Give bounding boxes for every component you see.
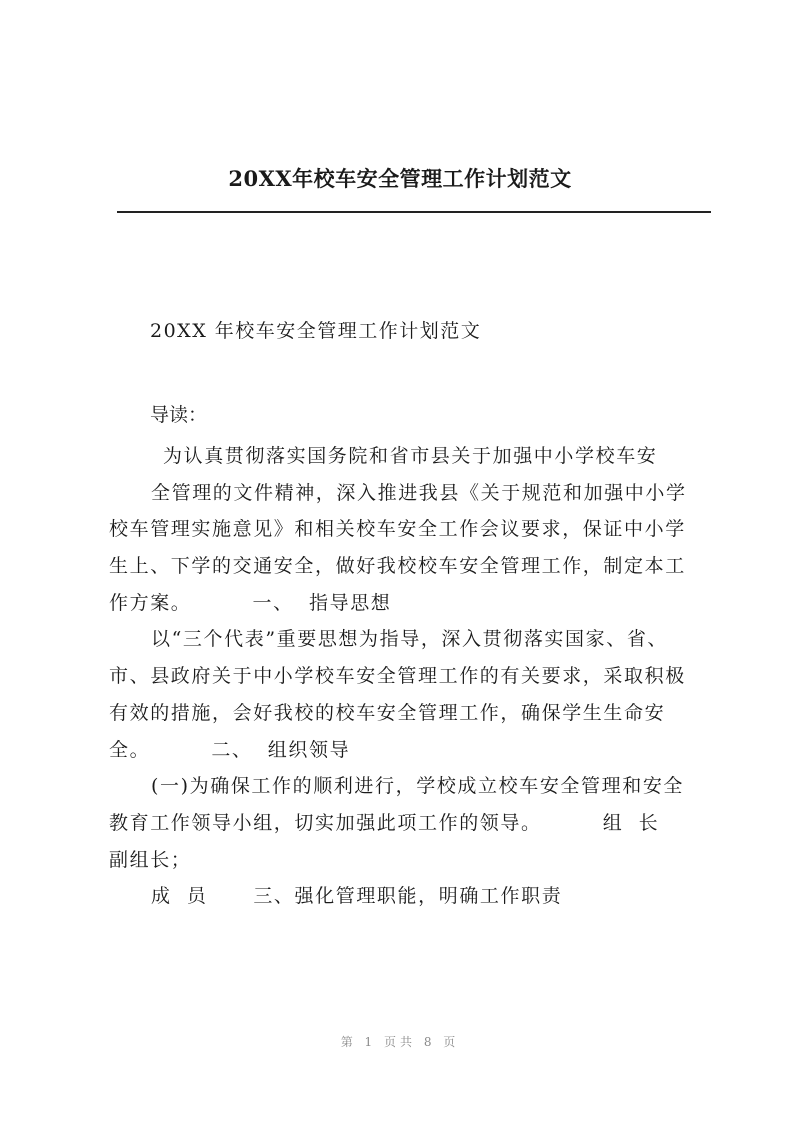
body-line: 有效的措施，会好我校的校车安全管理工作，确保学生生命安 — [109, 701, 666, 724]
body-line: 全。 二、 组织领导 — [109, 738, 351, 761]
lead-label: 导读： — [150, 404, 208, 426]
body-line: 成 员 三、强化管理职能，明确工作职责 — [151, 885, 563, 908]
body-line: (一)为确保工作的顺利进行，学校成立校车安全管理和安全 — [151, 775, 685, 798]
body-line: 市、县政府关于中小学校车安全管理工作的有关要求，采取积极 — [109, 665, 686, 688]
body-line: 全管理的文件精神，深入推进我县《关于规范和加强中小学 — [151, 481, 687, 504]
page-number-footer: 第 1 页共 8 页 — [340, 1035, 460, 1049]
document-title: 20XX 年校车安全管理工作计划范文 — [150, 320, 482, 342]
body-line: 教育工作领导小组，切实加强此项工作的领导。 组 长 — [109, 811, 660, 834]
page-header-title: 20XX年校车安全管理工作计划范文 — [228, 166, 572, 191]
body-line: 副组长； — [109, 848, 192, 871]
body-line: 以“三个代表”重要思想为指导，深入贯彻落实国家、省、 — [151, 628, 669, 651]
body-line: 生上、下学的交通安全，做好我校校车安全管理工作，制定本工 — [109, 555, 686, 578]
body-line: 作方案。 一、 指导思想 — [109, 591, 392, 614]
body-line: 校车管理实施意见》和相关校车安全工作会议要求，保证中小学 — [109, 518, 686, 541]
header-divider — [117, 211, 711, 213]
body-line: 为认真贯彻落实国务院和省市县关于加强中小学校车安 — [163, 445, 658, 467]
document-body — [109, 438, 709, 915]
